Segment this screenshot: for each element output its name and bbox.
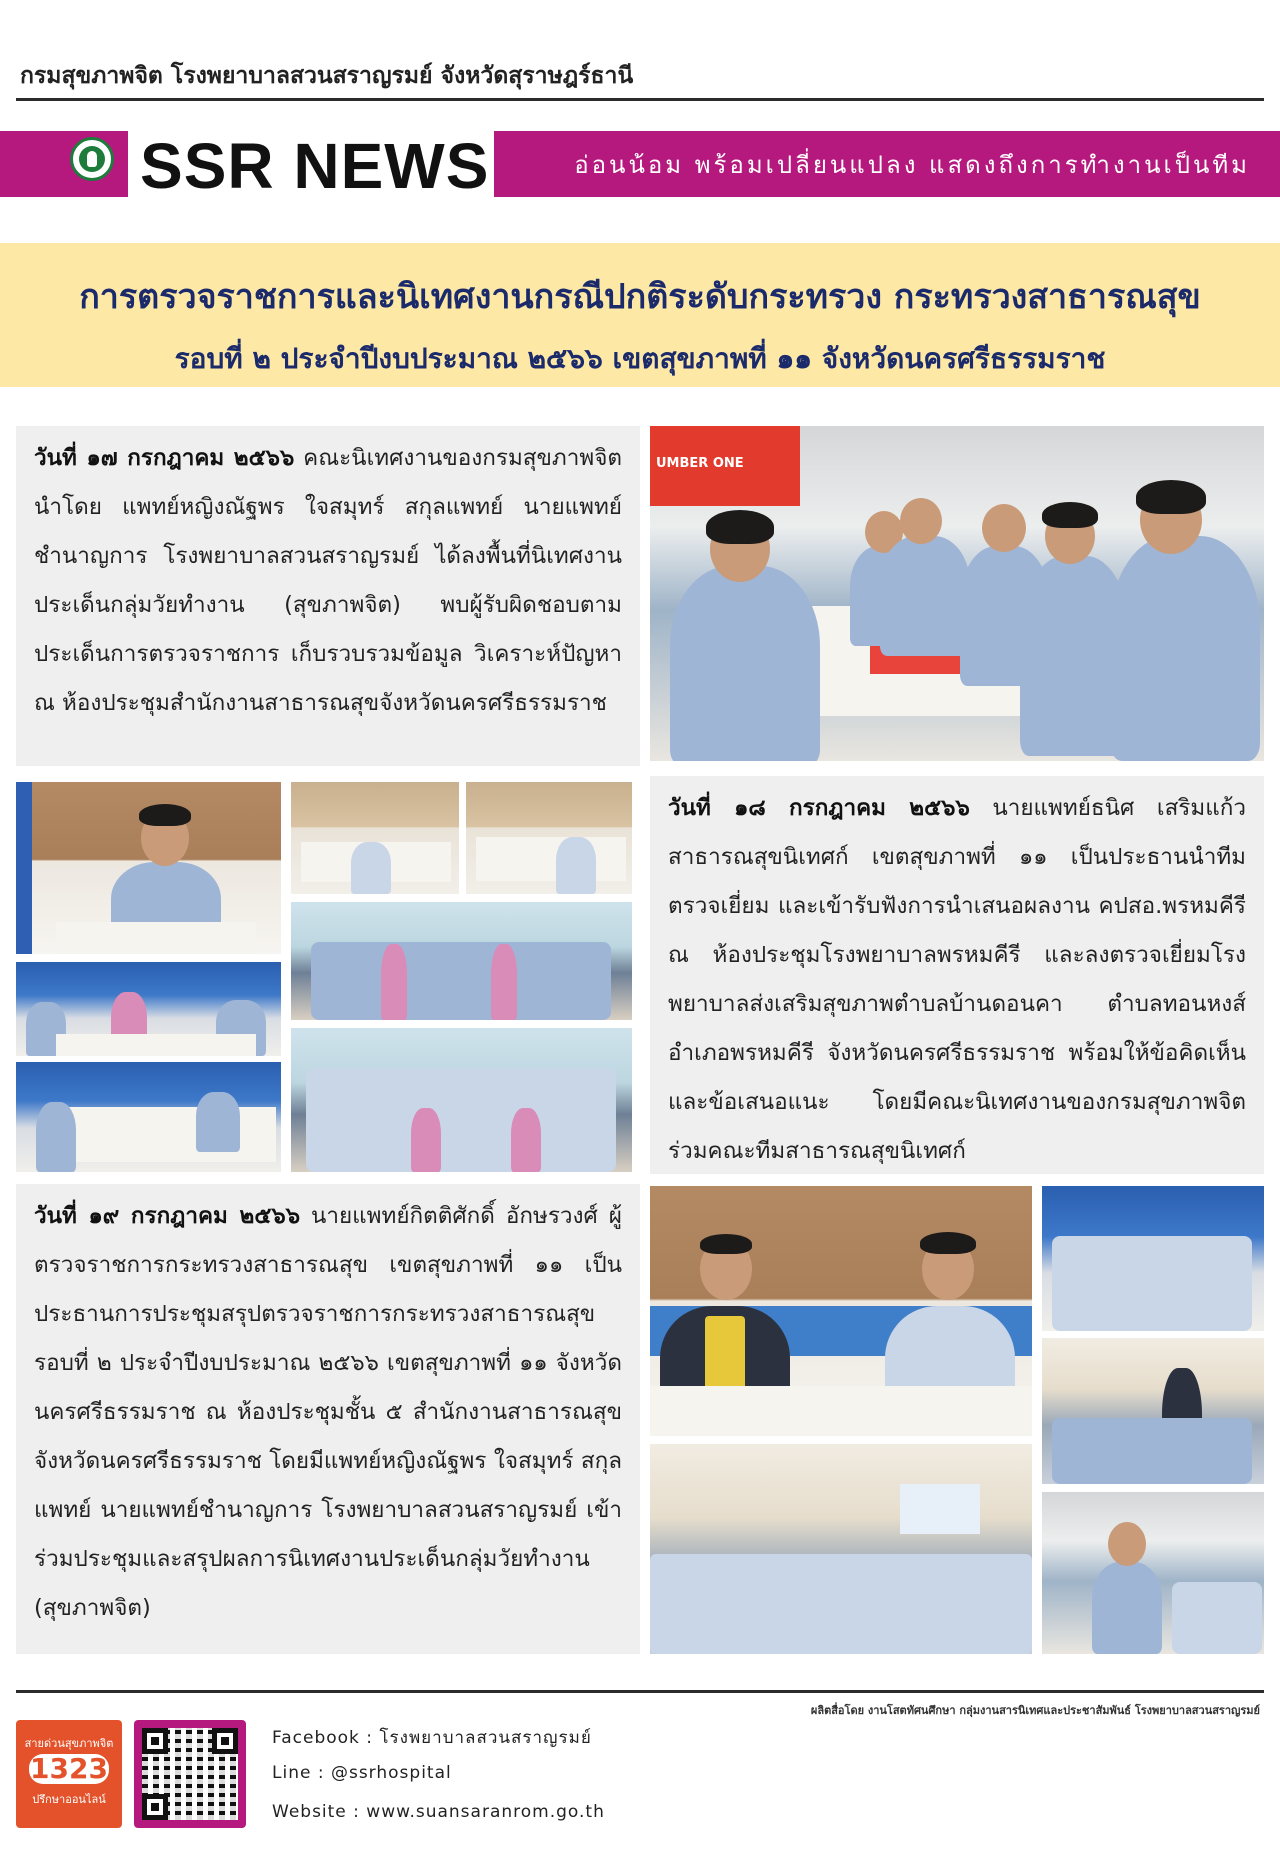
headline-subtitle: รอบที่ ๒ ประจำปีงบประมาณ ๒๕๖๖ เขตสุขภาพที่ ๑๑ จังหวัดนครศรีธรรมราช	[174, 342, 1106, 375]
news-section-3	[16, 1184, 640, 1654]
headline-box	[0, 243, 1280, 387]
news-section-2	[650, 776, 1264, 1174]
newsletter-brand: SSR NEWS	[140, 130, 490, 202]
photo-group-discussion-1	[16, 962, 281, 1056]
organization-line: กรมสุขภาพจิต โรงพยาบาลสวนสราญรมย์ จังหวัดสุราษฎร์ธานี	[20, 63, 634, 89]
hotline-number: 1323	[30, 1752, 108, 1785]
photo-banner-text: UMBER ONE	[656, 456, 744, 471]
section-body: คณะนิเทศงานของกรมสุขภาพจิต นำโดย แพทย์หญิงณัฐพร ใจสมุทร์ สกุลแพทย์ นายแพทย์ชำนาญการ โรงพยาบาลสวนสราญรมย์ ได้ลงพื้นที่นิเทศงานประเด็นกลุ่มวัยทำงาน (สุขภาพจิต) พบผู้รับผิดชอบตามประเด็นการตรวจราชการ เก็บรวบรวมข้อมูล วิเคราะห์ปัญหา ณ ห้องประชุมสำนักงานสาธารณสุขจังหวัดนครศรีธรรมราช	[34, 445, 622, 716]
qr-code-icon	[134, 1720, 246, 1828]
hotline-online-label: ปรึกษาออนไลน์	[32, 1793, 106, 1806]
line-contact: Line : @ssrhospital	[272, 1763, 452, 1783]
divider	[16, 98, 1264, 101]
slogan-bar	[494, 131, 1280, 197]
ministry-logo-icon	[70, 137, 114, 181]
slogan: อ่อนน้อม พร้อมเปลี่ยนแปลง แสดงถึงการทำงานเป็นทีม	[574, 150, 1250, 179]
photo-meeting-table	[650, 426, 1264, 761]
section-body: นายแพทย์ธนิศ เสริมแก้ว สาธารณสุขนิเทศก์ เขตสุขภาพที่ ๑๑ เป็นประธานนำทีมตรวจเยี่ยม และเข้ารับฟังการนำเสนอผลงาน คปสอ.พรหมคีรี ณ ห้องประชุมโรงพยาบาลพรหมคีรี และลงตรวจเยี่ยมโรงพยาบาลส่งเสริมสุขภาพตำบลบ้านดอนคา ตำบลทอนหงส์ อำเภอพรหมคีรี จังหวัดนครศรีธรรมราช พร้อมให้ข้อคิดเห็นและข้อเสนอแนะ โดยมีคณะนิเทศงานของกรมสุขภาพจิตร่วมคณะทีมสาธารณสุขนิเทศก์	[668, 795, 1246, 1164]
photo-team-group-2	[291, 1028, 632, 1172]
photo-participants-2	[1042, 1338, 1264, 1484]
section-date: วันที่ ๑๗ กรกฎาคม ๒๕๖๖	[34, 445, 295, 471]
photo-presenter	[1042, 1492, 1264, 1654]
photo-team-group-1	[291, 902, 632, 1020]
photo-meeting-room-1	[291, 782, 459, 894]
section-date: วันที่ ๑๙ กรกฎาคม ๒๕๖๖	[34, 1203, 300, 1229]
production-credit: ผลิตสื่อโดย งานโสตทัศนศึกษา กลุ่มงานสารนิเทศและประชาสัมพันธ์ โรงพยาบาลสวนสราญรมย์	[810, 1704, 1260, 1717]
photo-speaker	[16, 782, 281, 954]
website-contact: Website : www.suansaranrom.go.th	[272, 1802, 605, 1822]
facebook-contact: Facebook : โรงพยาบาลสวนสราญรมย์	[272, 1728, 592, 1748]
section-date: วันที่ ๑๘ กรกฎาคม ๒๕๖๖	[668, 795, 970, 821]
photo-conference-hall	[650, 1444, 1032, 1654]
photo-chairman	[650, 1186, 1032, 1436]
divider	[16, 1690, 1264, 1693]
photo-meeting-room-2	[466, 782, 632, 894]
photo-participants-1	[1042, 1186, 1264, 1331]
hotline-label: สายด่วนสุขภาพจิต	[24, 1737, 114, 1750]
news-section-1	[16, 426, 640, 766]
headline-title: การตรวจราชการและนิเทศงานกรณีปกติระดับกระทรวง กระทรวงสาธารณสุข	[79, 277, 1201, 317]
hotline-badge	[16, 1720, 122, 1828]
photo-group-discussion-2	[16, 1062, 281, 1172]
section-body: นายแพทย์กิตติศักดิ์ อักษรวงศ์ ผู้ตรวจราชการกระทรวงสาธารณสุข เขตสุขภาพที่ ๑๑ เป็นประธานการประชุมสรุปตรวจราชการกระทรวงสาธารณสุข รอบที่ ๒ ประจำปีงบประมาณ ๒๕๖๖ เขตสุขภาพที่ ๑๑ จังหวัดนครศรีธรรมราช ณ ห้องประชุมชั้น ๕ สำนักงานสาธารณสุขจังหวัดนครศรีธรรมราช โดยมีแพทย์หญิงณัฐพร ใจสมุทร์ สกุลแพทย์ นายแพทย์ชำนาญการ โรงพยาบาลสวนสราญรมย์ เข้าร่วมประชุมและสรุปผลการนิเทศงานประเด็นกลุ่มวัยทำงาน (สุขภาพจิต)	[34, 1203, 622, 1621]
